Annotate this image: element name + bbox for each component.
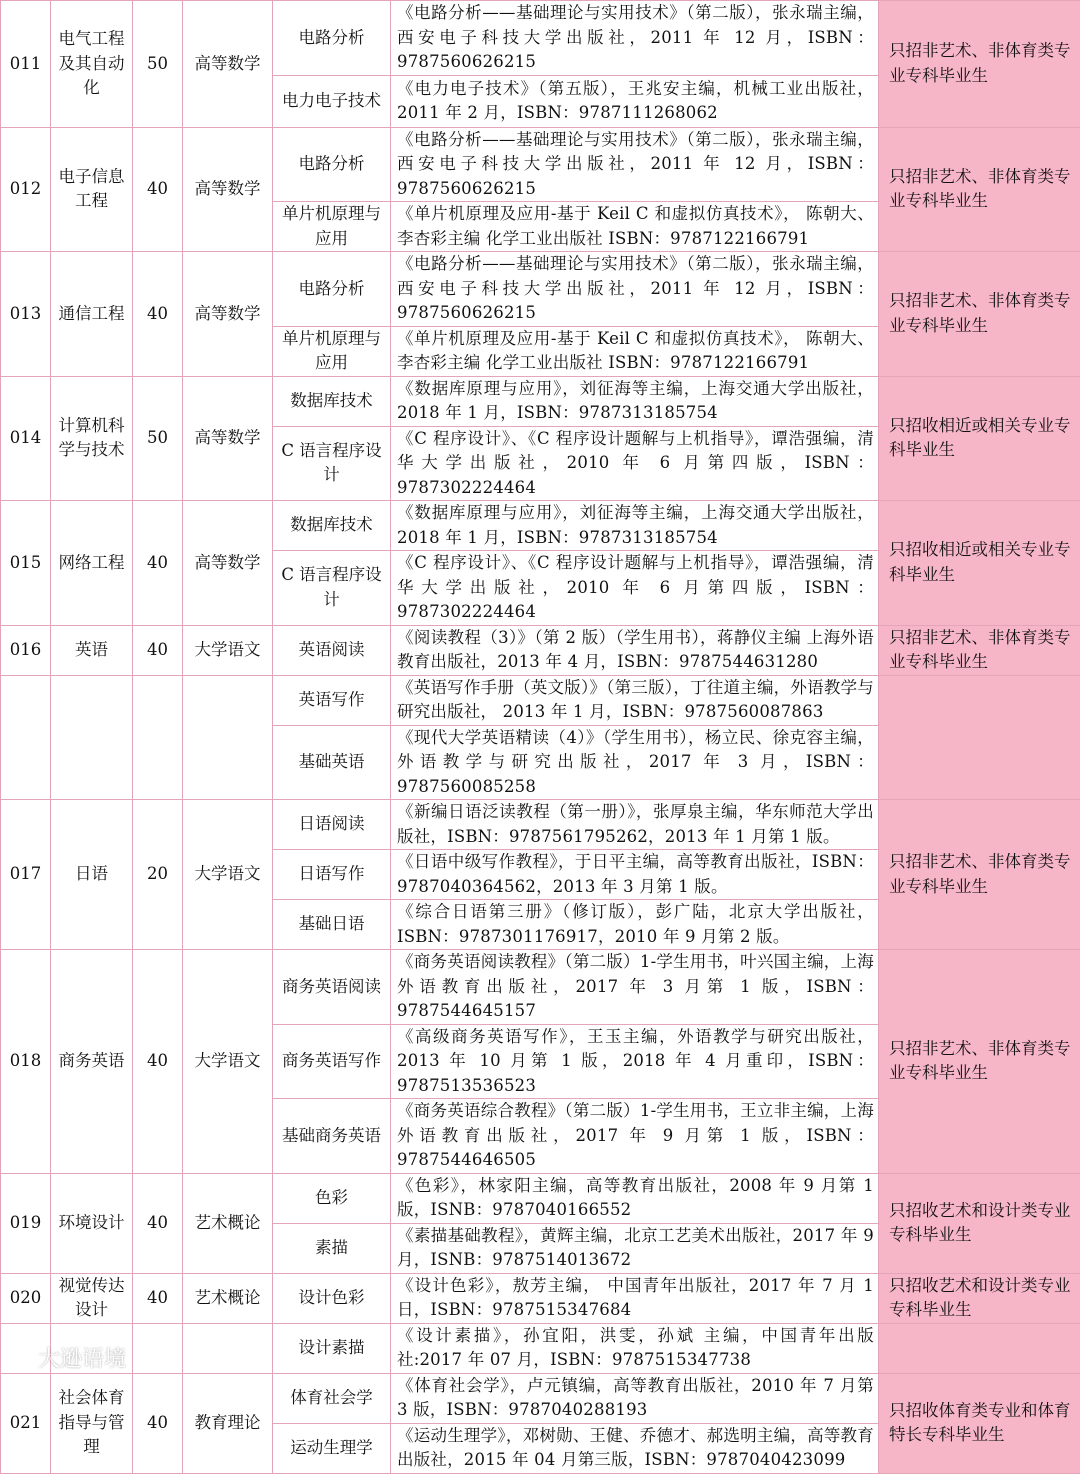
course-name: 电路分析: [273, 127, 391, 202]
course-name: 基础日语: [273, 900, 391, 950]
course-name: 基础商务英语: [273, 1099, 391, 1174]
admission-note: 只招收艺术和设计类专业专科毕业生: [879, 1173, 1080, 1273]
empty-cell: [133, 1323, 183, 1373]
table-row: [1, 1323, 1080, 1373]
textbook: 《C 程序设计》、《C 程序设计题解与上机指导》，谭浩强编，清华大学出版社，2010 年 6 月第四版，ISBN：9787302224464: [391, 426, 879, 501]
admission-note: 只招非艺术、非体育类专业专科毕业生: [879, 1, 1080, 128]
textbook: 《商务英语综合教程》（第二版）1-学生用书，王立非主编，上海外语教育出版社，2017 年 9 月第 1 版，ISBN：9787544646505: [391, 1099, 879, 1174]
textbook: 《高级商务英语写作》，王玉主编，外语教学与研究出版社，2013 年 10 月第 1 版，2018 年 4 月重印，ISBN：9787513536523: [391, 1024, 879, 1099]
major-code: 015: [1, 501, 51, 626]
major-code: 013: [1, 252, 51, 377]
enrollment-count: 50: [133, 1, 183, 128]
course-name: 英语阅读: [273, 625, 391, 675]
empty-cell: [183, 675, 273, 800]
course-name: 电路分析: [273, 1, 391, 76]
course-name: 设计色彩: [273, 1273, 391, 1323]
enrollment-count: 40: [133, 501, 183, 626]
course-name: 商务英语阅读: [273, 950, 391, 1025]
public-subject: 大学语文: [183, 800, 273, 950]
public-subject: 大学语文: [183, 625, 273, 675]
enrollment-count: 40: [133, 127, 183, 252]
textbook: 《阅读教程（3）》（第 2 版）（学生用书），蒋静仪主编 上海外语教育出版社，2013 年 4 月，ISBN：9787544631280: [391, 625, 879, 675]
course-name: 基础英语: [273, 725, 391, 800]
table-row: [1, 1, 1080, 76]
watermark-text: 大逊语境: [38, 1347, 126, 1372]
course-name: 单片机原理与应用: [273, 326, 391, 376]
public-subject: 高等数学: [183, 376, 273, 501]
major-name: 商务英语: [51, 950, 133, 1174]
major-code: 016: [1, 625, 51, 675]
major-code: 011: [1, 1, 51, 128]
textbook: 《商务英语阅读教程》（第二版）1-学生用书，叶兴国主编，上海外语教育出版社，2017 年 3 月第 1 版，ISBN：9787544645157: [391, 950, 879, 1025]
textbook: 《综合日语第三册》（修订版），彭广陆，北京大学出版社，ISBN：9787301176917，2010 年 9 月第 2 版。: [391, 900, 879, 950]
course-name: 设计素描: [273, 1323, 391, 1373]
course-name: 运动生理学: [273, 1423, 391, 1473]
empty-cell: [183, 1323, 273, 1373]
course-name: 体育社会学: [273, 1373, 391, 1423]
major-name: 网络工程: [51, 501, 133, 626]
public-subject: 高等数学: [183, 1, 273, 128]
admission-note: 只招收相近或相关专业专科毕业生: [879, 501, 1080, 626]
textbook: 《单片机原理及应用-基于 Keil C 和虚拟仿真技术》， 陈朝大、李杏彩主编 化学工业出版社 ISBN：9787122166791: [391, 326, 879, 376]
course-name: 商务英语写作: [273, 1024, 391, 1099]
empty-cell: [51, 675, 133, 800]
course-name: 单片机原理与应用: [273, 202, 391, 252]
major-code: 012: [1, 127, 51, 252]
enrollment-count: 40: [133, 1273, 183, 1323]
course-name: C 语言程序设计: [273, 426, 391, 501]
admission-note: 只招收艺术和设计类专业专科毕业生: [879, 1273, 1080, 1323]
empty-cell: [1, 675, 51, 800]
textbook: 《电力电子技术》（第五版），王兆安主编，机械工业出版社，2011 年 2 月，ISBN：9787111268062: [391, 75, 879, 127]
major-name: 电气工程及其自动化: [51, 1, 133, 128]
public-subject: 教育理论: [183, 1373, 273, 1473]
note-empty: [879, 675, 1080, 800]
major-code: 018: [1, 950, 51, 1174]
admission-note: 只招非艺术、非体育类专业专科毕业生: [879, 800, 1080, 950]
textbook: 《数据库原理与应用》，刘征海等主编，上海交通大学出版社，2018 年 1 月，ISBN：9787313185754: [391, 376, 879, 426]
enrollment-count: 50: [133, 376, 183, 501]
textbook: 《新编日语泛读教程（第一册）》，张厚泉主编，华东师范大学出版社，ISBN：9787561795262，2013 年 1 月第 1 版。: [391, 800, 879, 850]
textbook: 《C 程序设计》、《C 程序设计题解与上机指导》，谭浩强编，清华大学出版社，2010 年 6 月第四版，ISBN：9787302224464: [391, 551, 879, 626]
major-code: 019: [1, 1173, 51, 1273]
public-subject: 艺术概论: [183, 1173, 273, 1273]
course-name: 日语阅读: [273, 800, 391, 850]
public-subject: 高等数学: [183, 252, 273, 377]
major-name: 社会体育指导与管理: [51, 1373, 133, 1473]
course-name: 英语写作: [273, 675, 391, 725]
major-code: 020: [1, 1273, 51, 1323]
textbook: 《日语中级写作教程》，于日平主编，高等教育出版社，ISBN：9787040364562，2013 年 3 月第 1 版。: [391, 850, 879, 900]
major-name: 英语: [51, 625, 133, 675]
admission-note: 只招收相近或相关专业专科毕业生: [879, 376, 1080, 501]
table-row: [1, 950, 1080, 1025]
public-subject: 艺术概论: [183, 1273, 273, 1323]
admission-note: 只招非艺术、非体育类专业专科毕业生: [879, 252, 1080, 377]
major-name: 环境设计: [51, 1173, 133, 1273]
textbook: 《体育社会学》，卢元镇编，高等教育出版社，2010 年 7 月第 3 版，ISBN：9787040288193: [391, 1373, 879, 1423]
textbook: 《设计色彩》，敖芳主编， 中国青年出版社，2017 年 7 月 1 日，ISBN：9787515347684: [391, 1273, 879, 1323]
course-name: 日语写作: [273, 850, 391, 900]
public-subject: 高等数学: [183, 501, 273, 626]
watermark-logo-icon: [10, 1348, 34, 1372]
admission-note: 只招非艺术、非体育类专业专科毕业生: [879, 625, 1080, 675]
table-row: [1, 501, 1080, 551]
textbook: 《电路分析——基础理论与实用技术》（第二版），张永瑞主编，西安电子科技大学出版社，2011 年 12 月，ISBN：9787560626215: [391, 252, 879, 327]
course-name: 数据库技术: [273, 376, 391, 426]
course-name: 电路分析: [273, 252, 391, 327]
major-name: 电子信息工程: [51, 127, 133, 252]
course-name: 素描: [273, 1223, 391, 1273]
empty-cell: [133, 675, 183, 800]
major-code: 017: [1, 800, 51, 950]
admission-note: 只招非艺术、非体育类专业专科毕业生: [879, 127, 1080, 252]
table-row: [1, 376, 1080, 426]
course-name: 色彩: [273, 1173, 391, 1223]
table-row: [1, 800, 1080, 850]
public-subject: 高等数学: [183, 127, 273, 252]
major-name: 通信工程: [51, 252, 133, 377]
major-name: 计算机科学与技术: [51, 376, 133, 501]
textbook: 《单片机原理及应用-基于 Keil C 和虚拟仿真技术》， 陈朝大、李杏彩主编 化学工业出版社 ISBN：9787122166791: [391, 202, 879, 252]
enrollment-count: 40: [133, 1373, 183, 1473]
course-name: 数据库技术: [273, 501, 391, 551]
enrollment-count: 20: [133, 800, 183, 950]
admission-note: 只招收体育类专业和体育特长专科毕业生: [879, 1373, 1080, 1473]
enrollment-count: 40: [133, 625, 183, 675]
course-name: C 语言程序设计: [273, 551, 391, 626]
textbook: 《色彩》，林家阳主编，高等教育出版社，2008 年 9 月第 1 版，ISNB：9787040166552: [391, 1173, 879, 1223]
textbook: 《设计素描》，孙宜阳，洪雯，孙斌 主编，中国青年出版社:2017 年 07 月，ISBN：9787515347738: [391, 1323, 879, 1373]
textbook: 《现代大学英语精读（4）》（学生用书），杨立民、徐克容主编，外语教学与研究出版社，2017 年 3 月，ISBN：9787560085258: [391, 725, 879, 800]
table-row: [1, 1173, 1080, 1223]
textbook: 《电路分析——基础理论与实用技术》（第二版），张永瑞主编，西安电子科技大学出版社，2011 年 12 月，ISBN：9787560626215: [391, 127, 879, 202]
public-subject: 大学语文: [183, 950, 273, 1174]
enrollment-count: 40: [133, 252, 183, 377]
major-name: 日语: [51, 800, 133, 950]
table-row: [1, 127, 1080, 202]
table-row: [1, 625, 1080, 675]
table-row: [1, 675, 1080, 725]
table-row: [1, 1273, 1080, 1323]
course-name: 电力电子技术: [273, 75, 391, 127]
textbook: 《电路分析——基础理论与实用技术》（第二版），张永瑞主编，西安电子科技大学出版社，2011 年 12 月，ISBN：9787560626215: [391, 1, 879, 76]
watermark: [10, 1342, 126, 1373]
table-row: [1, 252, 1080, 327]
enrollment-count: 40: [133, 950, 183, 1174]
major-code: 021: [1, 1373, 51, 1473]
textbook: 《运动生理学》，邓树勋、王健、乔德才、郝选明主编，高等教育出版社，2015 年 04 月第三版，ISBN：9787040423099: [391, 1423, 879, 1473]
table-row: [1, 1373, 1080, 1423]
admission-note: 只招非艺术、非体育类专业专科毕业生: [879, 950, 1080, 1174]
textbook: 《数据库原理与应用》，刘征海等主编，上海交通大学出版社，2018 年 1 月，ISBN：9787313185754: [391, 501, 879, 551]
textbook: 《英语写作手册（英文版）》（第三版），丁往道主编，外语教学与研究出版社， 2013 年 1 月，ISBN：9787560087863: [391, 675, 879, 725]
note-empty: [879, 1323, 1080, 1373]
major-code: 014: [1, 376, 51, 501]
textbook: 《素描基础教程》，黄辉主编，北京工艺美术出版社，2017 年 9 月，ISNB：9787514013672: [391, 1223, 879, 1273]
enrollment-count: 40: [133, 1173, 183, 1273]
major-name: 视觉传达设计: [51, 1273, 133, 1323]
